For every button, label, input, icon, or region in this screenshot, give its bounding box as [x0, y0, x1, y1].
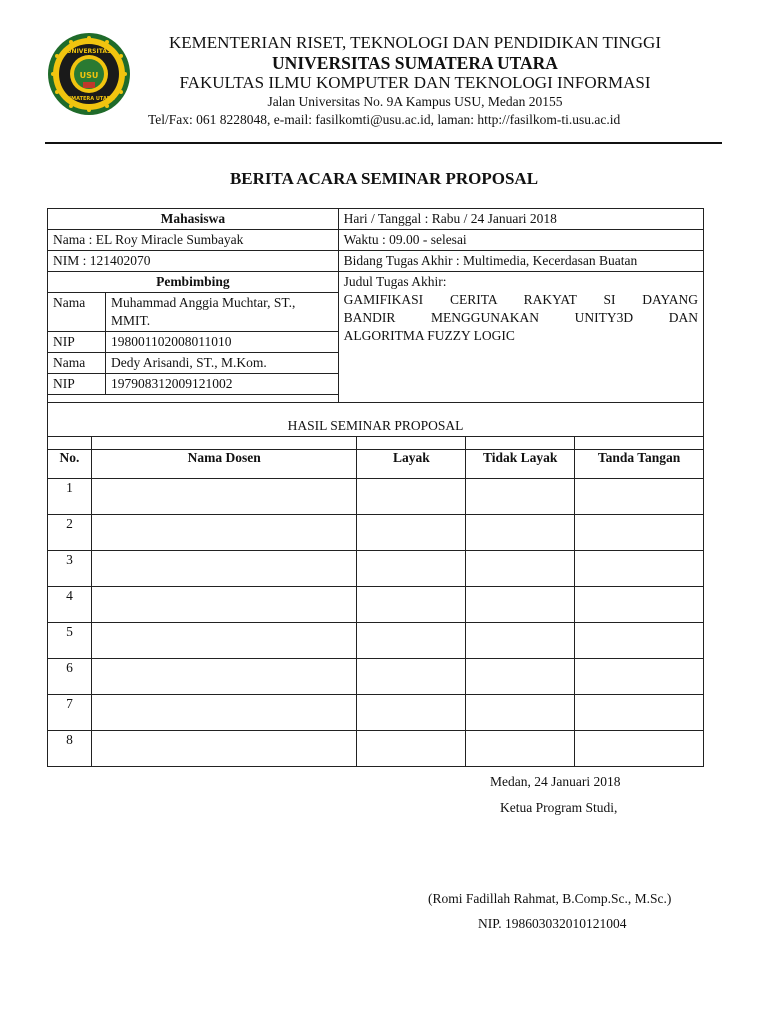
- layak-cell[interactable]: [357, 695, 466, 731]
- signatory-nip: NIP. 198603032010121004: [478, 916, 627, 931]
- judul-line: ALGORITMA FUZZY LOGIC: [343, 328, 515, 343]
- row-number: 1: [48, 479, 92, 515]
- row-number: 8: [48, 731, 92, 767]
- advisor-nip: 197908312009121002: [105, 374, 338, 395]
- dosen-cell[interactable]: [91, 515, 357, 551]
- row-number: 6: [48, 659, 92, 695]
- tidak-layak-cell[interactable]: [466, 515, 575, 551]
- logo-center-text: USU: [79, 71, 99, 80]
- layak-cell[interactable]: [357, 515, 466, 551]
- signatory-role: Ketua Program Studi,: [500, 800, 618, 815]
- layak-cell[interactable]: [357, 659, 466, 695]
- contact-line: Tel/Fax: 061 8228048, e-mail: fasilkomti@usu.ac.id, laman: http://fasilkom-ti.usu.ac.id: [148, 111, 621, 127]
- tidak-layak-cell[interactable]: [466, 551, 575, 587]
- ministry-name: KEMENTERIAN RISET, TEKNOLOGI DAN PENDIDIKAN TINGGI: [169, 33, 661, 52]
- table-row: [48, 659, 704, 695]
- university-name: UNIVERSITAS SUMATERA UTARA: [272, 52, 558, 73]
- signature-cell[interactable]: [575, 551, 704, 587]
- signature-cell[interactable]: [575, 623, 704, 659]
- hari-tanggal: Hari / Tanggal : Rabu / 24 Januari 2018: [338, 209, 703, 230]
- waktu: Waktu : 09.00 - selesai: [338, 230, 703, 251]
- signature-cell[interactable]: [575, 659, 704, 695]
- header-divider: [45, 142, 722, 144]
- table-row: [48, 695, 704, 731]
- logo-top-text: UNIVERSITAS: [66, 48, 112, 55]
- bidang-tugas-akhir: Bidang Tugas Akhir : Multimedia, Kecerdasan Buatan: [338, 251, 703, 272]
- row-number: 7: [48, 695, 92, 731]
- row-number: 2: [48, 515, 92, 551]
- score-table: [47, 436, 704, 767]
- judul-line: BANDIR MENGGUNAKAN UNITY3D DAN: [343, 310, 698, 325]
- judul-label: Judul Tugas Akhir:: [343, 274, 447, 289]
- dosen-cell[interactable]: [91, 479, 357, 515]
- col-nama-dosen: Nama Dosen: [91, 437, 357, 479]
- layak-cell[interactable]: [357, 551, 466, 587]
- row-number: 5: [48, 623, 92, 659]
- col-layak: Layak: [357, 437, 466, 479]
- advisor-nip: 198001102008011010: [105, 332, 338, 353]
- university-logo: [47, 32, 131, 116]
- advisor-name-label: Nama: [48, 293, 106, 332]
- table-row: [48, 731, 704, 767]
- advisor-name: Muhammad Anggia Muchtar, ST., MMIT.: [105, 293, 338, 332]
- logo-bottom-text: SUMATERA UTARA: [63, 96, 115, 102]
- signature-cell[interactable]: [575, 479, 704, 515]
- col-no: No.: [48, 437, 92, 479]
- signature-cell[interactable]: [575, 515, 704, 551]
- dosen-cell[interactable]: [91, 587, 357, 623]
- tidak-layak-cell[interactable]: [466, 587, 575, 623]
- table-row: [48, 551, 704, 587]
- dosen-cell[interactable]: [91, 551, 357, 587]
- signature-cell[interactable]: [575, 731, 704, 767]
- dosen-cell[interactable]: [91, 659, 357, 695]
- advisor-nip-label: NIP: [48, 374, 106, 395]
- pembimbing-header: Pembimbing: [48, 272, 339, 293]
- layak-cell[interactable]: [357, 731, 466, 767]
- hasil-seminar-header: HASIL SEMINAR PROPOSAL: [48, 403, 704, 450]
- mahasiswa-header: Mahasiswa: [48, 209, 339, 230]
- tidak-layak-cell[interactable]: [466, 479, 575, 515]
- letterhead: [130, 33, 700, 127]
- layak-cell[interactable]: [357, 623, 466, 659]
- student-nim: NIM : 121402070: [48, 251, 339, 272]
- tidak-layak-cell[interactable]: [466, 659, 575, 695]
- dosen-cell[interactable]: [91, 623, 357, 659]
- table-row: [48, 515, 704, 551]
- dosen-cell[interactable]: [91, 695, 357, 731]
- place-date: Medan, 24 Januari 2018: [490, 774, 621, 789]
- signature-cell[interactable]: [575, 587, 704, 623]
- table-row: [48, 623, 704, 659]
- col-tanda-tangan: Tanda Tangan: [575, 437, 704, 479]
- student-name: Nama : EL Roy Miracle Sumbayak: [48, 230, 339, 251]
- judul-tugas-akhir: [338, 272, 703, 403]
- advisor-nip-label: NIP: [48, 332, 106, 353]
- document-title: BERITA ACARA SEMINAR PROPOSAL: [229, 169, 539, 188]
- layak-cell[interactable]: [357, 479, 466, 515]
- info-table: [47, 208, 704, 450]
- advisor-name-label: Nama: [48, 353, 106, 374]
- tidak-layak-cell[interactable]: [466, 695, 575, 731]
- table-row: [48, 479, 704, 515]
- tidak-layak-cell[interactable]: [466, 623, 575, 659]
- signatory-name: (Romi Fadillah Rahmat, B.Comp.Sc., M.Sc.): [428, 891, 672, 906]
- table-row: [48, 587, 704, 623]
- address-line: Jalan Universitas No. 9A Kampus USU, Medan 20155: [267, 94, 563, 110]
- row-number: 4: [48, 587, 92, 623]
- tidak-layak-cell[interactable]: [466, 731, 575, 767]
- judul-line: GAMIFIKASI CERITA RAKYAT SI DAYANG: [343, 292, 698, 307]
- row-number: 3: [48, 551, 92, 587]
- faculty-name: FAKULTAS ILMU KOMPUTER DAN TEKNOLOGI INFORMASI: [179, 72, 651, 92]
- signature-cell[interactable]: [575, 695, 704, 731]
- advisor-name: Dedy Arisandi, ST., M.Kom.: [105, 353, 338, 374]
- col-tidak-layak: Tidak Layak: [466, 437, 575, 479]
- layak-cell[interactable]: [357, 587, 466, 623]
- dosen-cell[interactable]: [91, 731, 357, 767]
